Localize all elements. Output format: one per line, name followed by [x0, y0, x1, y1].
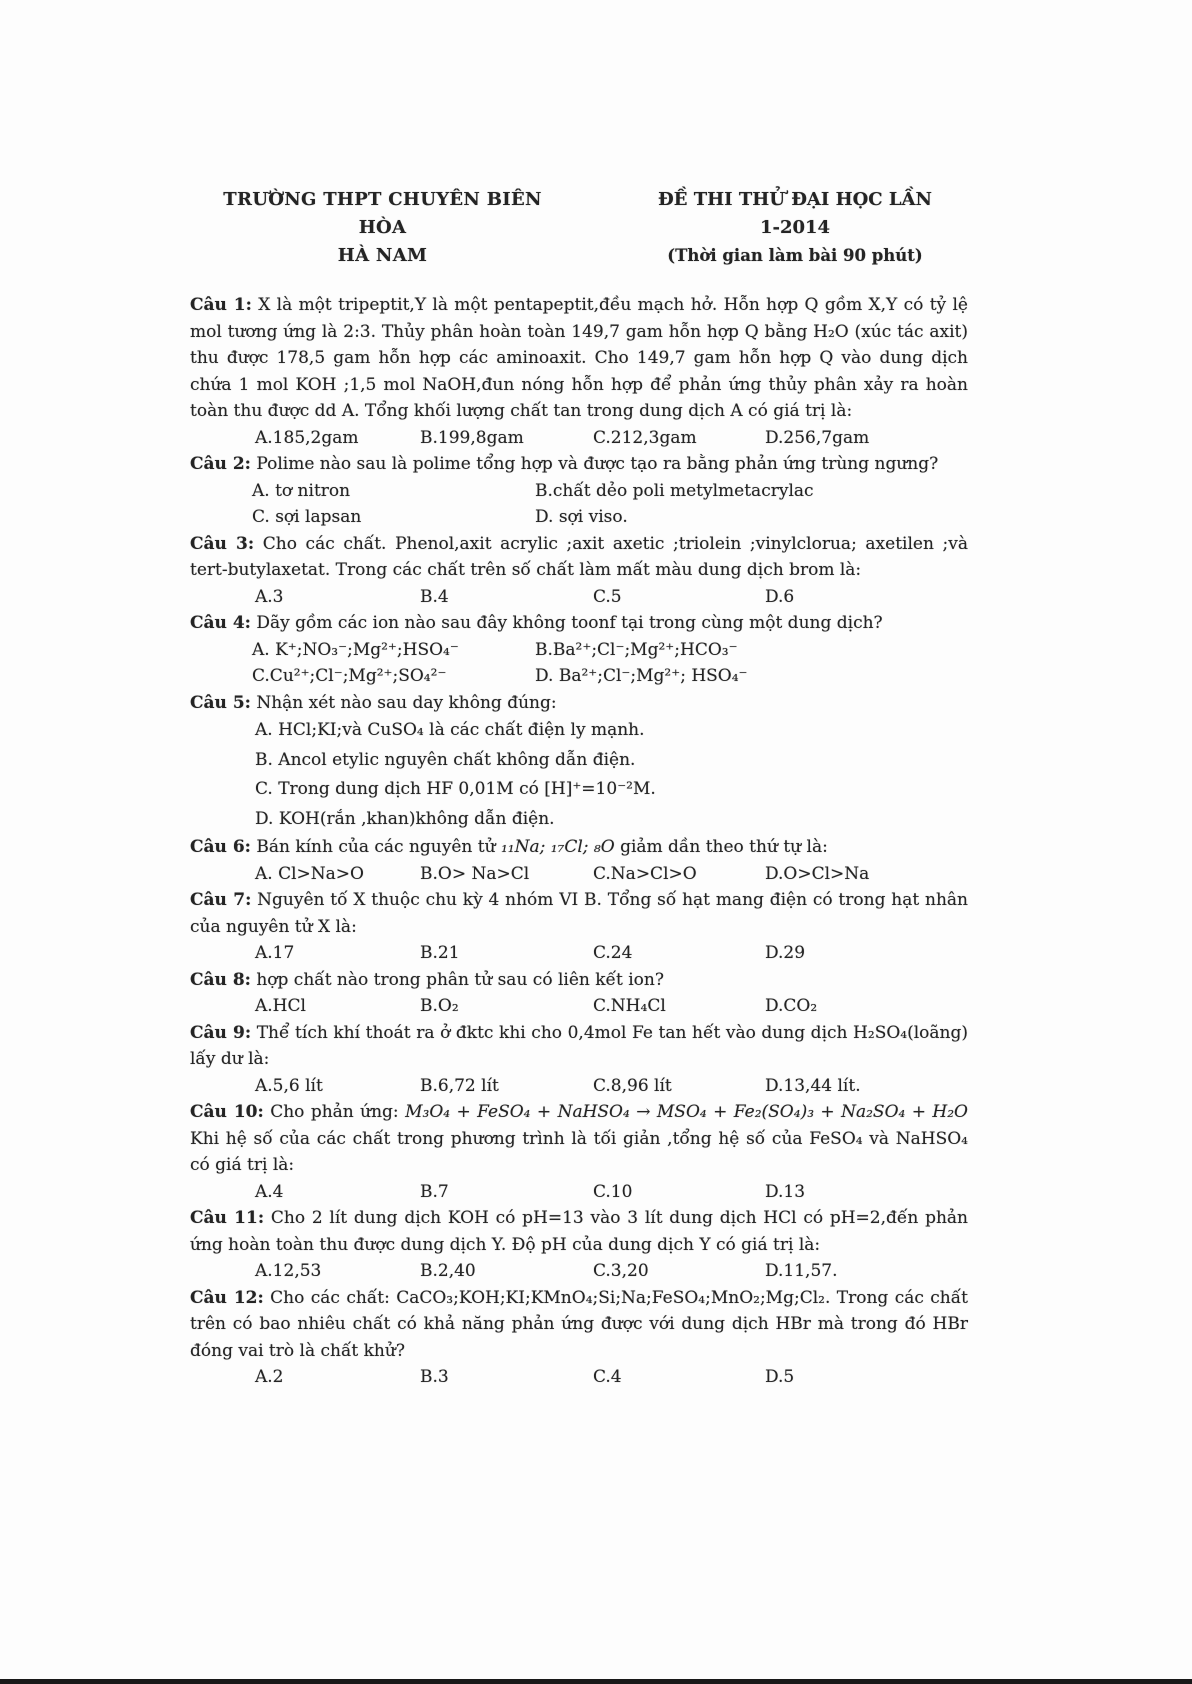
answer-option: B.O₂	[420, 996, 459, 1016]
answer-option: D.256,7gam	[765, 427, 870, 448]
inline-formula: ₁₁Na; ₁₇Cl; ₈O	[500, 837, 615, 857]
answer-option: B.7	[420, 1181, 449, 1202]
question-text	[190, 610, 968, 637]
question-text	[190, 834, 968, 861]
question-segment: hợp chất nào trong phân tử sau có liên kết ion?	[250, 969, 664, 990]
question-text	[190, 1205, 968, 1258]
answer-option: D. KOH(rắn ,khan)không dẫn điện.	[255, 808, 555, 829]
answer-options	[190, 478, 968, 531]
answer-option: C.4	[593, 1367, 622, 1387]
question-segment: Cho các chất: CaCO₃;KOH;KI;KMnO₄;Si;Na;FeSO₄;MnO₂;Mg;Cl₂. Trong các chất trên có bao nhiêu chất có khả năng phản ứng được với dung dịch HBr mà trong đó HBr đóng vai trò là chất khử?	[190, 1287, 968, 1361]
question-text	[190, 967, 968, 994]
question-text	[190, 887, 968, 940]
answer-option: D.O>Cl>Na	[765, 863, 870, 884]
answer-option: A.185,2gam	[255, 427, 359, 448]
question-10	[190, 1099, 968, 1205]
question-label: Câu 9:	[190, 1022, 252, 1043]
question-8	[190, 967, 968, 1020]
answer-option: A.HCl	[255, 996, 306, 1016]
question-label: Câu 6:	[190, 837, 251, 857]
school-line2: HÀ NAM	[337, 245, 428, 266]
answer-option: C.212,3gam	[593, 427, 697, 448]
bottom-bar	[0, 1679, 1192, 1684]
answer-option: C.Cu²⁺;Cl⁻;Mg²⁺;SO₄²⁻	[252, 666, 447, 686]
answer-options	[190, 1179, 968, 1206]
question-2	[190, 451, 968, 531]
answer-option: B.3	[420, 1367, 449, 1387]
question-label: Câu 11:	[190, 1208, 265, 1228]
question-text	[190, 1285, 968, 1365]
answer-option: C.24	[593, 943, 633, 963]
answer-option: C.NH₄Cl	[593, 996, 666, 1016]
answer-option: A. tơ nitron	[252, 480, 351, 501]
answer-option: A. K⁺;NO₃⁻;Mg²⁺;HSO₄⁻	[252, 639, 459, 660]
answer-option: C. Trong dung dịch HF 0,01M có [H]⁺=10⁻²M.	[255, 779, 656, 799]
question-segment: Dãy gồm các ion nào sau đây không toonf tại trong cùng một dung dịch?	[250, 613, 883, 633]
question-12	[190, 1285, 968, 1391]
answer-option: A. HCl;KI;và CuSO₄ là các chất điện ly mạnh.	[255, 720, 645, 740]
answer-option: C.3,20	[593, 1261, 649, 1281]
answer-option: D.13	[765, 1181, 806, 1202]
question-11	[190, 1205, 968, 1285]
answer-option: A.2	[255, 1367, 284, 1387]
question-text	[190, 451, 968, 478]
questions	[190, 292, 968, 1391]
answer-options	[190, 425, 968, 452]
answer-options	[190, 861, 968, 888]
exam-duration: (Thời gian làm bài 90 phút)	[667, 246, 923, 265]
answer-option: D.11,57.	[765, 1261, 838, 1281]
answer-option: B.21	[420, 943, 460, 963]
question-label: Câu 3:	[190, 533, 255, 554]
inline-formula: M₃O₄ + FeSO₄ + NaHSO₄ → MSO₄ + Fe₂(SO₄)₃ + Na₂SO₄ + H₂O	[405, 1102, 968, 1122]
question-label: Câu 5:	[190, 692, 251, 713]
answer-option: A.4	[255, 1181, 284, 1202]
answer-option: B.6,72 lít	[420, 1075, 499, 1096]
answer-option: A.12,53	[255, 1261, 322, 1281]
exam-title-block	[650, 186, 940, 270]
question-5	[190, 690, 968, 835]
school-line1: TRƯỜNG THPT CHUYÊN BIÊN HÒA	[223, 189, 542, 238]
question-6	[190, 834, 968, 887]
answer-option: D.29	[765, 943, 806, 963]
question-9	[190, 1020, 968, 1100]
answer-option: B. Ancol etylic nguyên chất không dẫn điện.	[255, 749, 636, 770]
question-label: Câu 12:	[190, 1287, 264, 1308]
answer-option: B.chất dẻo poli metylmetacrylac	[535, 480, 814, 501]
answer-option: C.10	[593, 1181, 633, 1202]
question-text	[190, 292, 968, 425]
answer-option: C.5	[593, 586, 622, 607]
answer-option: D.13,44 lít.	[765, 1075, 861, 1096]
answer-option: C.8,96 lít	[593, 1075, 672, 1096]
answer-option: D. sợi viso.	[535, 507, 628, 527]
answer-option: C.Na>Cl>O	[593, 863, 697, 884]
answer-option: D.CO₂	[765, 996, 818, 1016]
question-segment: giảm dần theo thứ tự là:	[614, 837, 828, 857]
question-text	[190, 690, 968, 717]
answer-options	[190, 637, 968, 690]
question-segment: Nguyên tố X thuộc chu kỳ 4 nhóm VI B. Tổng số hạt mang điện có trong hạt nhân của nguyên tử X là:	[190, 890, 968, 937]
exam-title: ĐỀ THI THỬ ĐẠI HỌC LẦN 1-2014	[658, 189, 932, 238]
question-segment: Thể tích khí thoát ra ở đktc khi cho 0,4mol Fe tan hết vào dung dịch H₂SO₄(loãng) lấy dư là:	[190, 1022, 969, 1069]
question-segment: Khi hệ số của các chất trong phương trình là tối giản ,tổng hệ số của FeSO₄ và NaHSO₄ có giá trị là:	[190, 1128, 968, 1175]
answer-options	[190, 1258, 968, 1285]
question-3	[190, 531, 968, 611]
answer-option: D.6	[765, 586, 795, 607]
answer-option: B.199,8gam	[420, 427, 524, 448]
question-segment: Bán kính của các nguyên tử	[250, 837, 501, 857]
question-segment: Cho 2 lít dung dịch KOH có pH=13 vào 3 lít dung dịch HCl có pH=2,đến phản ứng hoàn toàn thu được dung dịch Y. Độ pH của dung dịch Y có giá trị là:	[190, 1208, 968, 1255]
answer-option: A.5,6 lít	[255, 1075, 323, 1096]
school-name-block	[210, 186, 555, 270]
question-label: Câu 2:	[190, 454, 251, 474]
question-7	[190, 887, 968, 967]
answer-options	[190, 584, 968, 611]
question-text	[190, 531, 968, 584]
answer-options	[190, 1364, 968, 1391]
answer-option: A.3	[255, 586, 284, 607]
answer-option: A.17	[255, 943, 295, 963]
answer-option: B.O> Na>Cl	[420, 863, 530, 884]
answer-option: A. Cl>Na>O	[255, 863, 364, 884]
question-segment: Nhận xét nào sau day không đúng:	[250, 692, 557, 713]
answer-option: D. Ba²⁺;Cl⁻;Mg²⁺; HSO₄⁻	[535, 666, 748, 686]
answer-options	[190, 940, 968, 967]
question-label: Câu 4:	[190, 613, 251, 633]
answer-option: D.5	[765, 1367, 795, 1387]
question-label: Câu 10:	[190, 1102, 264, 1122]
answer-options	[190, 716, 968, 834]
question-segment: Cho các chất. Phenol,axit acrylic ;axit axetic ;triolein ;vinylclorua; axetilen ;và tert-butylaxetat. Trong các chất trên số chất làm mất màu dung dịch brom là:	[190, 533, 968, 580]
question-label: Câu 7:	[190, 890, 252, 910]
answer-option: B.Ba²⁺;Cl⁻;Mg²⁺;HCO₃⁻	[535, 639, 738, 660]
answer-option: B.4	[420, 586, 449, 607]
question-text	[190, 1020, 968, 1073]
question-text	[190, 1099, 968, 1179]
answer-option: C. sợi lapsan	[252, 507, 362, 527]
question-label: Câu 8:	[190, 969, 251, 990]
question-1	[190, 292, 968, 451]
answer-options	[190, 1073, 968, 1100]
question-4	[190, 610, 968, 690]
question-segment: Cho phản ứng:	[263, 1102, 406, 1122]
question-segment: Polime nào sau là polime tổng hợp và được tạo ra bằng phản ứng trùng ngưng?	[250, 454, 939, 474]
answer-option: B.2,40	[420, 1261, 476, 1281]
answer-options	[190, 993, 968, 1020]
question-label: Câu 1:	[190, 295, 252, 315]
question-segment: X là một tripeptit,Y là một pentapeptit,đều mạch hở. Hỗn hợp Q gồm X,Y có tỷ lệ mol tương ứng là 2:3. Thủy phân hoàn toàn 149,7 gam hỗn hợp Q bằng H₂O (xúc tác axit) thu được 178,5 gam hỗn hợp các aminoaxit. Cho 149,7 gam hỗn hợp Q vào dung dịch chứa 1 mol KOH ;1,5 mol NaOH,đun nóng hỗn hợp để phản ứng thủy phân xảy ra hoàn toàn thu được dd A. Tổng khối lượng chất tan trong dung dịch A có giá trị là:	[190, 295, 968, 421]
